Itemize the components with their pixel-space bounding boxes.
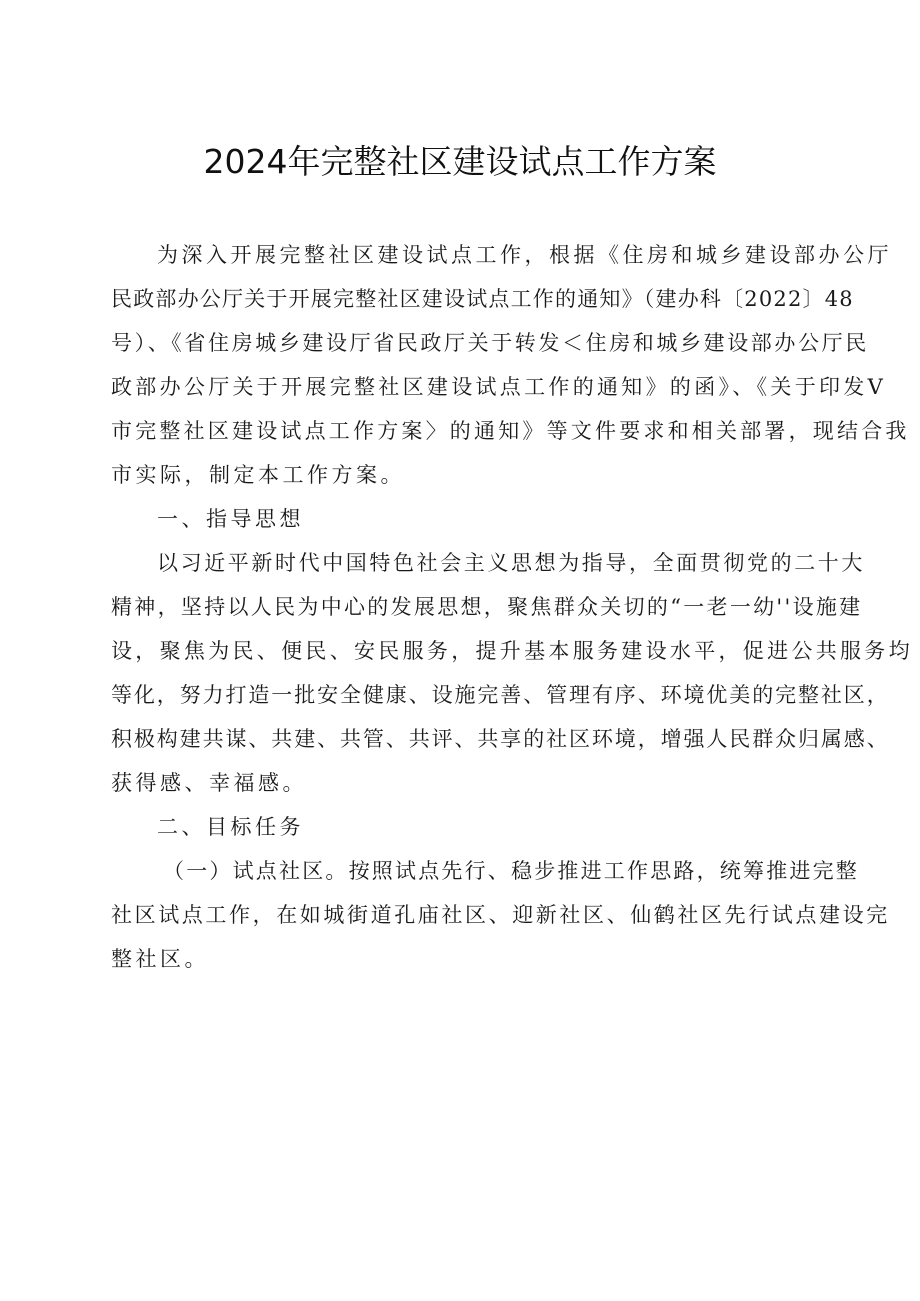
section2-line: 整社区。 — [111, 947, 209, 971]
intro-line: 为深入开展完整社区建设试点工作，根据《住房和城乡建设部办公厅 — [157, 243, 892, 267]
section1-paragraph — [111, 541, 913, 805]
section-heading-goals-tasks: 二、目标任务 — [157, 815, 304, 839]
section1-line: 精神，坚持以人民为中心的发展思想，聚焦群众关切的“一老一幼''设施建 — [111, 595, 863, 619]
section1-line: 设，聚焦为民、便民、安民服务，提升基本服务建设水平，促进公共服务均 — [111, 639, 913, 663]
intro-line: 号）、《省住房城乡建设厅省民政厅关于转发＜住房和城乡建设部办公厅民 — [111, 331, 869, 355]
section-heading-guiding-ideology: 一、指导思想 — [157, 507, 304, 531]
section1-line: 以习近平新时代中国特色社会主义思想为指导，全面贯彻党的二十大 — [157, 551, 865, 575]
section2-line: （一）试点社区。按照试点先行、稳步推进工作思路，统筹推进完整 — [163, 859, 859, 883]
section2-line: 社区试点工作，在如城街道孔庙社区、迎新社区、仙鹤社区先行试点建设完 — [111, 903, 890, 927]
section1-line: 积极构建共谋、共建、共管、共评、共享的社区环境，增强人民群众归属感、 — [111, 727, 890, 751]
intro-line: 政部办公厅关于开展完整社区建设试点工作的通知》的函》、《关于印发V — [111, 375, 887, 399]
intro-line: 市实际，制定本工作方案。 — [111, 463, 405, 487]
document-body — [111, 233, 913, 981]
section2-paragraph — [111, 849, 890, 981]
section1-line: 获得感、幸福感。 — [111, 771, 307, 795]
intro-line: 市完整社区建设试点工作方案〉的通知》等文件要求和相关部署，现结合我 — [111, 419, 910, 443]
section1-line: 等化，努力打造一批安全健康、设施完善、管理有序、环境优美的完整社区， — [111, 683, 890, 707]
intro-paragraph — [111, 233, 910, 497]
intro-line: 民政部办公厅关于开展完整社区建设试点工作的通知》（建办科〔2022〕48 — [111, 287, 854, 311]
document-title: 2024年完整社区建设试点工作方案 — [203, 142, 717, 181]
